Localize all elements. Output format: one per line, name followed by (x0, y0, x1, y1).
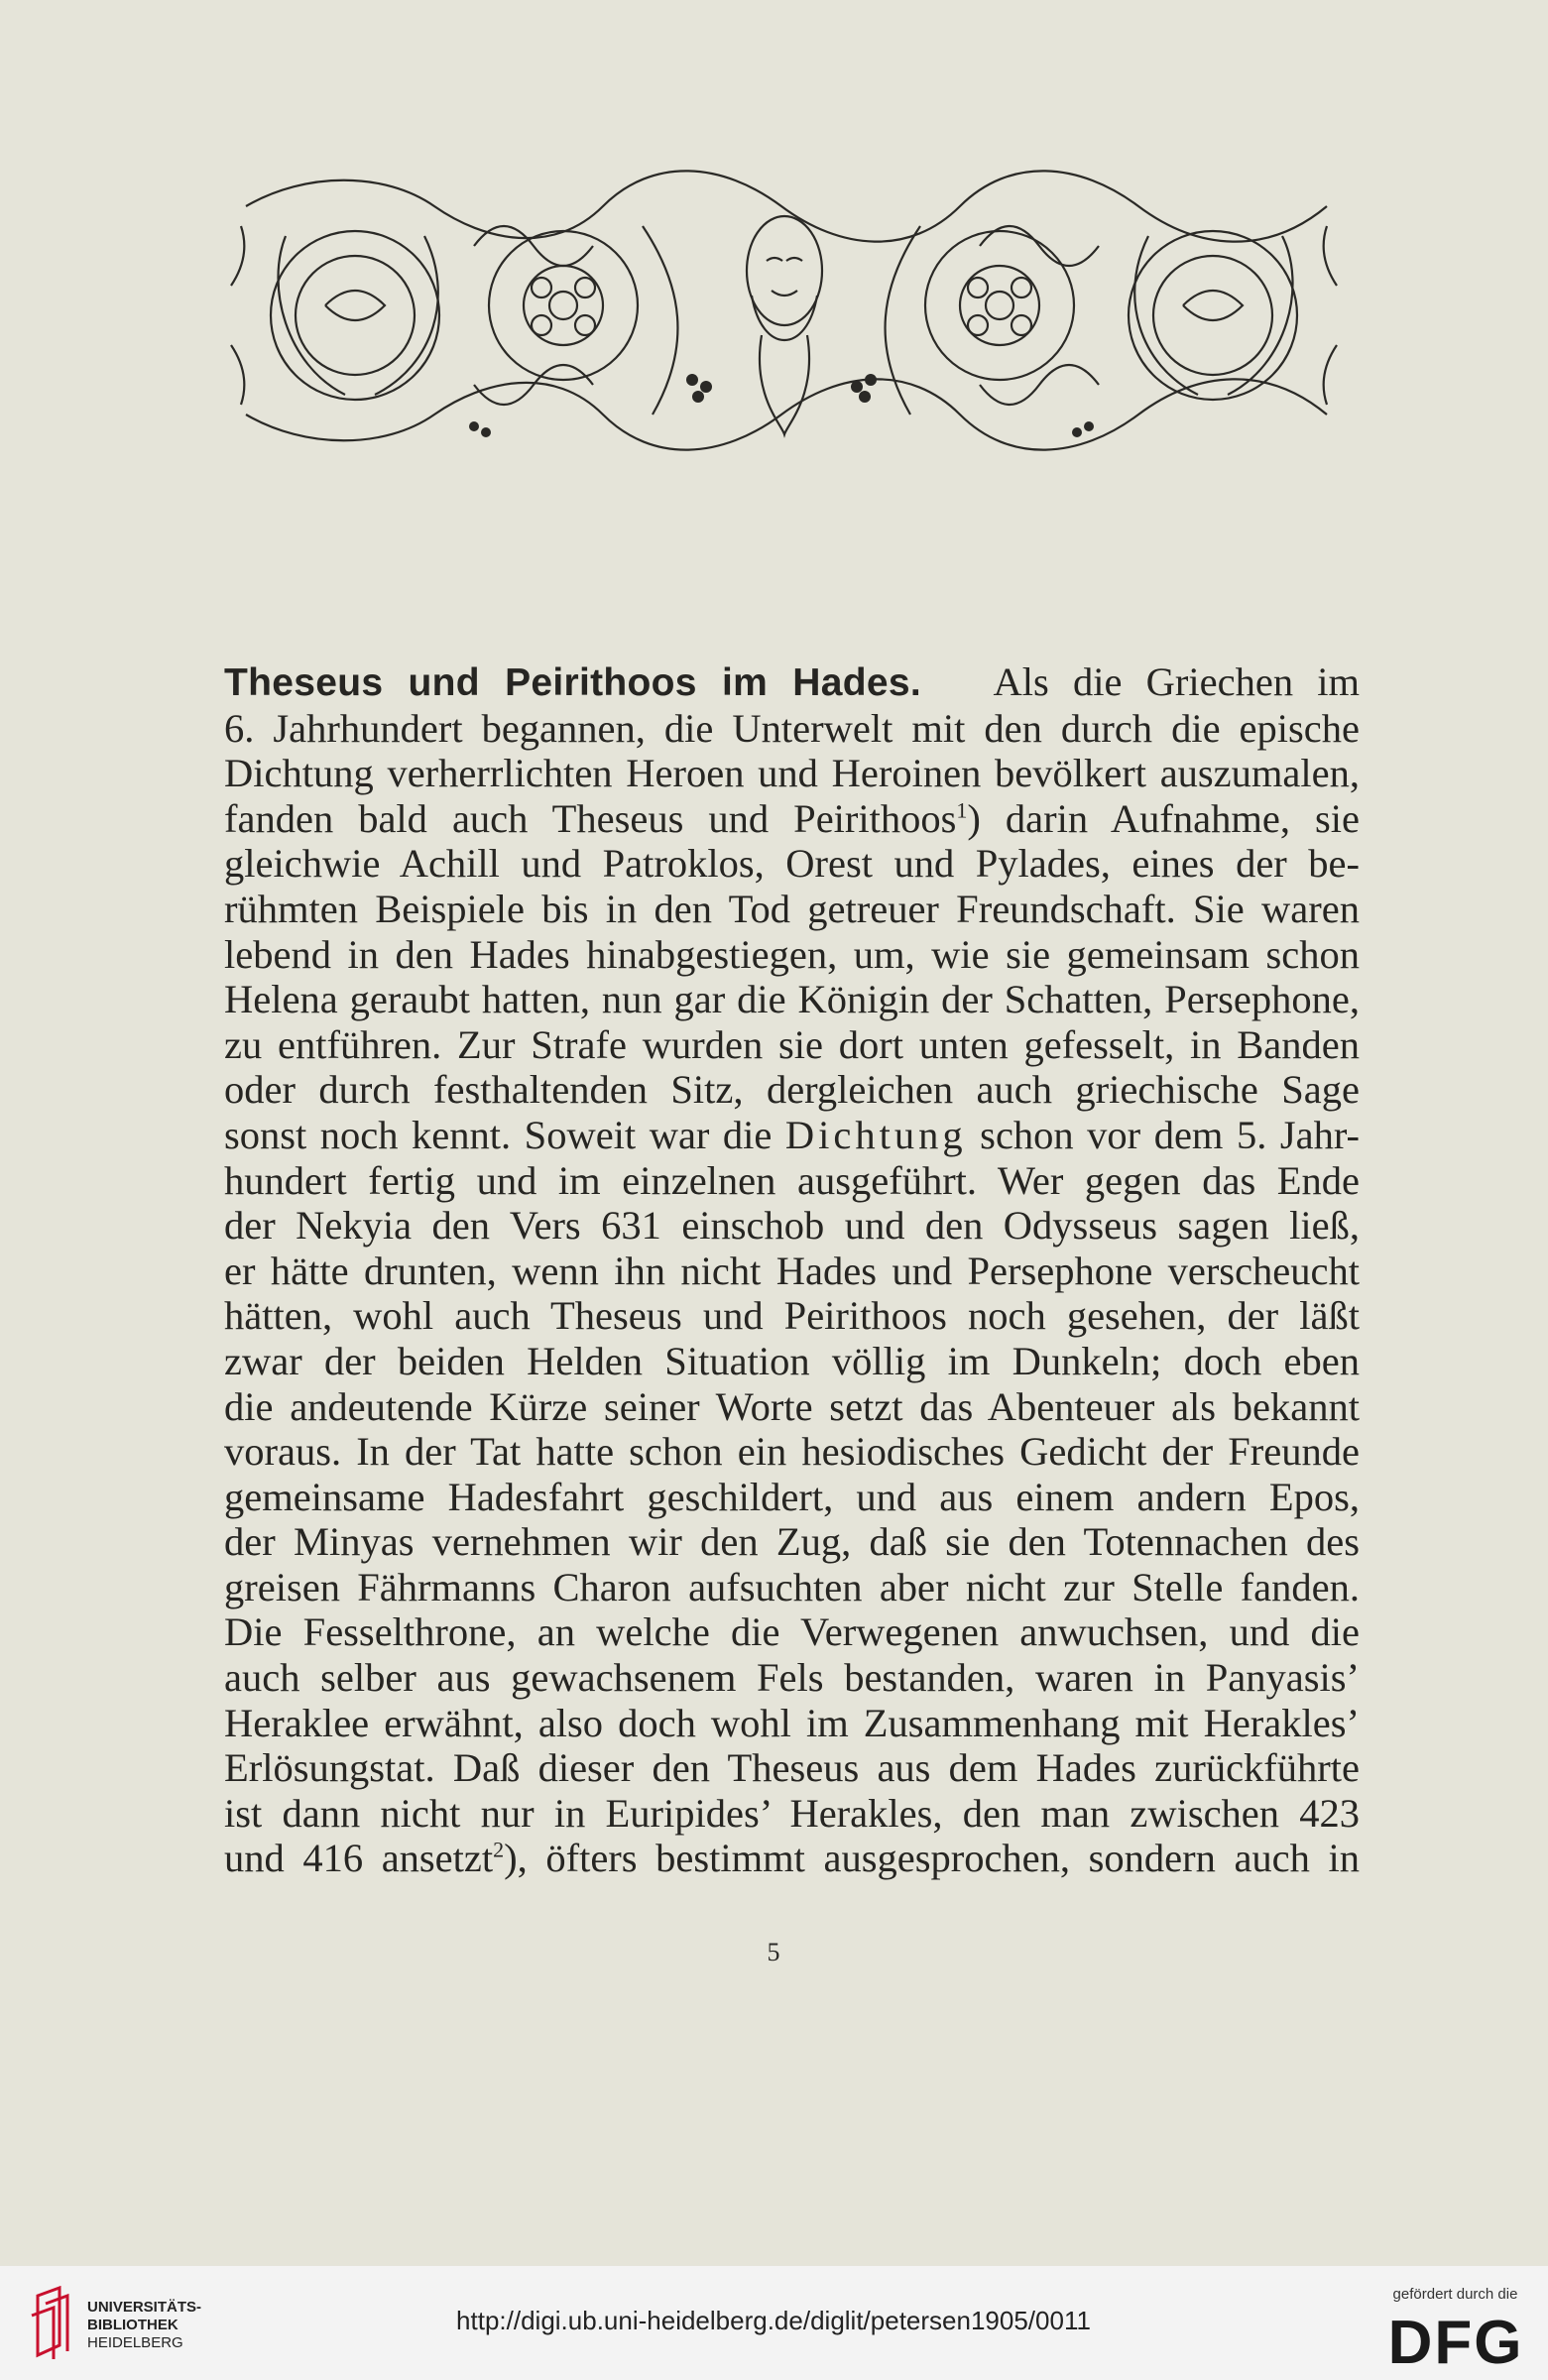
library-name-line1: UNIVERSITÄTS- (87, 2299, 202, 2316)
text-line-1 (224, 659, 1360, 706)
article-body (224, 659, 1360, 1881)
text-fragment: und 416 ansetzt (224, 1836, 494, 1881)
text-line: er hätte drunten, wenn ihn nicht Hades und Persephone verscheucht (224, 1248, 1360, 1293)
library-name-line2: BIBLIOTHEK (87, 2317, 179, 2333)
section-heading: Theseus und Peirithoos im Hades. (224, 661, 921, 704)
text-line: Dichtung verherrlichten Heroen und Heroinen bevölkert auszumalen, (224, 751, 1360, 796)
text-line: der Nekyia den Vers 631 einschob und den Odysseus sagen ließ, (224, 1203, 1360, 1249)
ornament-image (226, 167, 1345, 454)
text-line: auch selber aus gewachsenem Fels bestanden, waren in Panyasis’ (224, 1655, 1360, 1701)
text-fragment: schon vor dem 5. Jahr- (966, 1112, 1360, 1157)
text-fragment: ), öfters bestimmt ausgesprochen, sondern auch in (504, 1836, 1360, 1881)
text-line: rühmten Beispiele bis in den Tod getreuer Freundschaft. Sie waren (224, 886, 1360, 931)
text-line: zu entführen. Zur Strafe wurden sie dort unten gefesselt, in Banden (224, 1021, 1360, 1067)
library-name-line3: HEIDELBERG (87, 2334, 183, 2351)
text-line: gemeinsame Hadesfahrt geschildert, und aus einem andern Epos, (224, 1474, 1360, 1519)
footnote-marker: 1 (956, 797, 968, 823)
text-line: Heraklee erwähnt, also doch wohl im Zusammenhang mit Herakles’ (224, 1700, 1360, 1745)
text-line: greisen Fährmanns Charon aufsuchten aber nicht zur Stelle fanden. (224, 1564, 1360, 1609)
text-line: die andeutende Kürze seiner Worte setzt das Abenteuer als bekannt (224, 1383, 1360, 1429)
decorative-ornament-header (226, 167, 1345, 454)
text-line: ist dann nicht nur in Euripides’ Herakles, den man zwischen 423 (224, 1790, 1360, 1836)
text-line: hundert fertig und im einzelnen ausgeführt. Wer gegen das Ende (224, 1157, 1360, 1203)
text-line (224, 796, 1360, 842)
text-line: Erlösungstat. Daß dieser den Theseus aus dem Hades zurückführte (224, 1745, 1360, 1791)
text-line: Helena geraubt hatten, nun gar die Königin der Schatten, Persephone, (224, 977, 1360, 1022)
text-fragment: ) darin Aufnahme, sie (967, 795, 1360, 841)
text-line: gleichwie Achill und Patroklos, Orest und Pylades, eines der be- (224, 841, 1360, 887)
dfg-logo: DFG (1387, 2309, 1524, 2377)
text-line: voraus. In der Tat hatte schon ein hesiodisches Gedicht der Freunde (224, 1429, 1360, 1475)
text-line: oder durch festhaltenden Sitz, dergleichen auch griechische Sage (224, 1067, 1360, 1113)
footnote-marker: 2 (493, 1837, 505, 1862)
text-fragment: sonst noch kennt. Soweit war die (224, 1112, 785, 1157)
page-number: 5 (767, 1938, 780, 1966)
library-name (87, 2299, 201, 2352)
text-line: hätten, wohl auch Theseus und Peirithoos noch gesehen, der läßt (224, 1293, 1360, 1339)
text-line: lebend in den Hades hinabgestiegen, um, wie sie gemeinsam schon (224, 931, 1360, 977)
text-line (224, 1836, 1360, 1881)
text-line: zwar der beiden Helden Situation völlig im Dunkeln; doch eben (224, 1338, 1360, 1383)
text-line: Die Fesselthrone, an welche die Verwegenen anwuchsen, und die (224, 1609, 1360, 1655)
text-fragment: fanden bald auch Theseus und Peirithoos (224, 795, 957, 841)
funding-note: gefördert durch die (1392, 2286, 1518, 2303)
text-line-fragment: Als die Griechen im (993, 659, 1361, 704)
text-line: 6. Jahrhundert begannen, die Unterwelt mit den durch die epische (224, 705, 1360, 751)
permalink-url[interactable]: http://digi.ub.uni-heidelberg.de/diglit/petersen1905/0011 (456, 2306, 1091, 2335)
text-line (224, 1113, 1360, 1158)
emphasized-word: Dichtung (784, 1112, 967, 1157)
text-line: der Minyas vernehmen wir den Zug, daß sie den Totennachen des (224, 1519, 1360, 1565)
university-library-logo-icon (30, 2286, 79, 2360)
